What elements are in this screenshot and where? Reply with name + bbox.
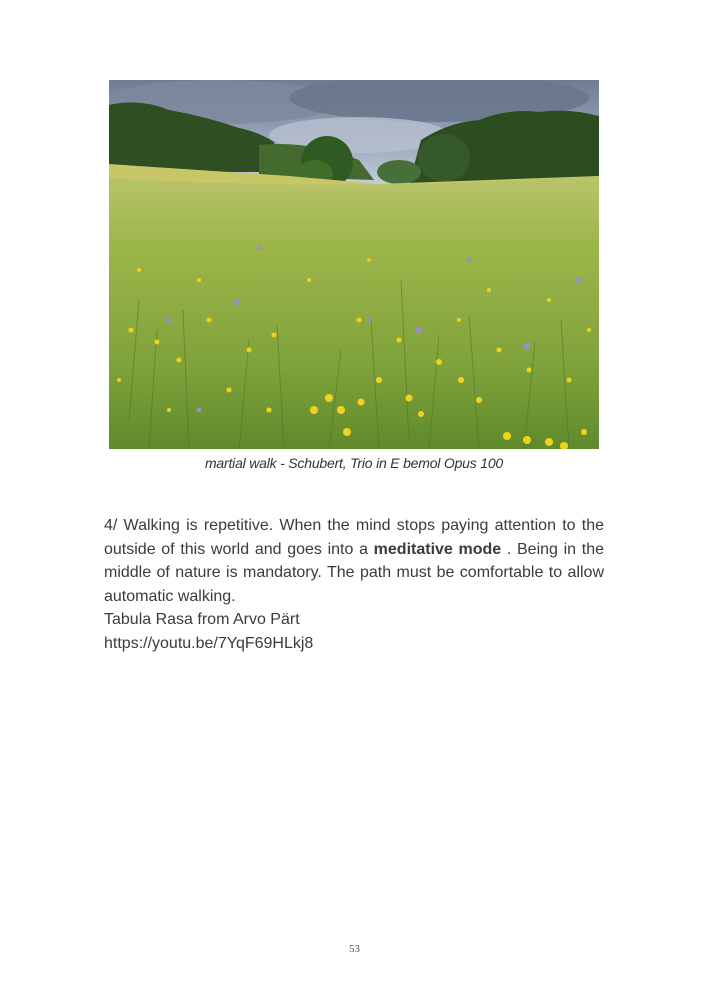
figure-caption: martial walk - Schubert, Trio in E bemol Opus 100 (204, 455, 504, 471)
page-number: 53 (349, 943, 360, 955)
paragraph-walking (104, 514, 604, 608)
body-text (104, 514, 604, 655)
youtube-link[interactable]: https://youtu.be/7YqF69HLkj8 (104, 634, 314, 652)
paragraph-text-start: 4/ Walking is repetitive. When the mind stops paying attention to the outside of this world and goes into a (104, 517, 604, 558)
music-reference: Tabula Rasa from Arvo Pärt (104, 611, 300, 628)
meditative-mode-emphasis: meditative mode (373, 540, 502, 558)
paragraph-text-end: . Being in the middle of nature is mandatory. The path must be comfortable to allow automatic walking. (104, 540, 605, 605)
meadow-photo (109, 80, 599, 449)
